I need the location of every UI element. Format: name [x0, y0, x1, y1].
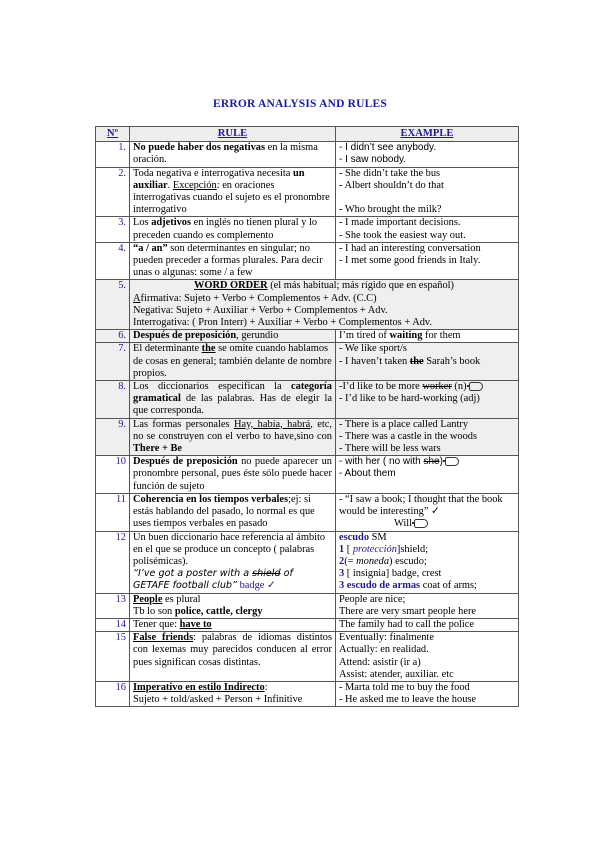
example-text: -I’d like to be more — [339, 381, 423, 393]
example-line — [339, 532, 515, 544]
example-line: - I made important decisions. — [339, 217, 461, 229]
rule-bold: the — [201, 343, 216, 355]
example-text: (= — [344, 555, 357, 567]
rule-quote — [133, 568, 332, 592]
example-line: There are very smart people here — [339, 605, 477, 617]
word-order-heading — [133, 280, 515, 292]
example-text: Sarah’s book — [423, 355, 481, 367]
example-cell — [336, 142, 519, 167]
rule-line — [133, 594, 332, 606]
example-line: - Marta told me to buy the food — [339, 681, 470, 693]
example-text: The family had to call the police — [339, 618, 475, 630]
example-strike: worker — [422, 381, 452, 393]
rule-text: se omite cuando hablamos de cosas en general; también delante de nombre propios. — [133, 343, 332, 379]
rule-cell — [130, 242, 336, 280]
example-line — [339, 556, 515, 568]
example-line: - We like sport/s — [339, 343, 407, 355]
rule-bold: Después de preposición — [133, 330, 237, 342]
example-line — [339, 381, 515, 393]
example-italic: protección — [352, 543, 397, 555]
rule-bold: Después de preposición — [133, 456, 238, 468]
example-cell — [336, 593, 519, 618]
rule-cell — [130, 418, 336, 456]
example-cell — [336, 531, 519, 593]
table-row — [96, 418, 519, 456]
row-number: 7. — [96, 343, 130, 381]
table-header-row — [96, 127, 519, 142]
row-number: 3. — [96, 217, 130, 242]
example-line: - Albert shouldn’t do that — [339, 179, 444, 191]
rule-correction: badge ✓ — [236, 580, 276, 592]
example-bold: escudo — [339, 531, 370, 543]
rule-text: firmativa: Sujeto + Verbo + Complementos + Adv. (C.C) — [140, 292, 377, 304]
rule-text: of GETAFE football club” — [133, 568, 293, 592]
rule-line — [133, 682, 332, 694]
rule-text: : — [264, 681, 268, 693]
row-number: 5. — [96, 280, 130, 330]
example-line: - There was a castle in the woods — [339, 430, 478, 442]
rule-text: Los — [133, 217, 152, 229]
example-text: ) — [439, 456, 443, 468]
row-number: 4. — [96, 242, 130, 280]
example-line — [339, 580, 515, 592]
example-cell — [336, 418, 519, 456]
example-line: - I met some good friends in Italy. — [339, 255, 481, 267]
row-number: 9. — [96, 418, 130, 456]
rule-text: , etc, no se construyen con el verbo to have,sino con — [133, 418, 332, 442]
row-number: 13 — [96, 593, 130, 618]
example-line: - Who brought the milk? — [339, 204, 442, 216]
rule-bold: adjetivos — [151, 217, 192, 229]
example-line: - I saw nobody. — [339, 154, 407, 166]
table-row — [96, 381, 519, 419]
rule-cell — [130, 681, 336, 706]
example-cell — [336, 381, 519, 419]
example-text: I’m tired of — [339, 330, 390, 342]
example-text: ]shield; — [396, 543, 429, 555]
rule-bold: un auxiliar — [133, 167, 305, 191]
example-cell — [336, 167, 519, 217]
rule-cell — [130, 531, 336, 593]
example-bold: 1 — [339, 543, 345, 555]
rule-text: no puede aparecer un pronombre personal, pues éste sólo puede hacer función de sujeto — [133, 456, 332, 492]
example-text: [ — [344, 543, 353, 555]
row-number: 12 — [96, 531, 130, 593]
rule-line — [133, 606, 332, 618]
example-line: - There will be less wars — [339, 443, 441, 455]
example-cell — [336, 493, 519, 531]
rule-text: Tb lo son — [133, 605, 175, 617]
rule-cell — [130, 632, 336, 682]
example-bold: 3 — [339, 568, 345, 580]
example-line: - “I saw a book; I thought that the book would be interesting” ✓ — [339, 493, 503, 518]
example-text: SM — [369, 531, 387, 543]
word-order-line: Interrogativa: ( Pron Interr) + Auxiliar + Verbo + Complementos + Adv. — [133, 317, 433, 329]
rule-text: Toda negativa e interrogativa necesita — [133, 167, 293, 179]
rule-bold: have to — [179, 618, 212, 630]
rule-cell — [130, 142, 336, 167]
row-number: 16 — [96, 681, 130, 706]
example-cell — [336, 343, 519, 381]
word-order-line: Negativa: Sujeto + Auxiliar + Verbo + Complementos + Adv. — [133, 304, 388, 316]
example-cell — [336, 456, 519, 494]
table-row — [96, 618, 519, 631]
rule-text: : palabras de idiomas distintos con lexemas muy parecidos conducen al error pues significan cosas distintas. — [133, 632, 332, 668]
rule-text: Un buen diccionario hace referencia al ámbito en el que se produce un concepto ( palabras polisémicas). — [133, 531, 326, 567]
error-rules-table — [95, 126, 519, 707]
rule-text: ;ej: si estás hablando del pasado, lo normal es que uses tiempos verbales en pasado — [133, 493, 315, 530]
rule-line: Sujeto + told/asked + Person + Infinitive — [133, 694, 303, 706]
pointing-hand-icon — [469, 382, 483, 391]
pointing-hand-icon — [414, 519, 428, 528]
example-text: [ insignia] badge, crest — [344, 568, 442, 580]
header-rule: RULE — [130, 127, 336, 142]
table-row — [96, 632, 519, 682]
example-text: coat of arms; — [420, 580, 477, 592]
row-number: 10 — [96, 456, 130, 494]
table-row — [96, 456, 519, 494]
rule-cell — [130, 618, 336, 631]
example-bold: 3 escudo de armas — [339, 580, 421, 592]
rule-bold: police, cattle, clergy — [174, 605, 263, 617]
example-line: Eventually: finalmente — [339, 632, 434, 644]
pointing-hand-icon — [445, 457, 459, 466]
example-text: - with her ( no with — [339, 456, 424, 468]
example-bold: 2 — [339, 555, 345, 567]
example-italic: moneda — [356, 555, 390, 567]
example-cell — [336, 632, 519, 682]
row-number: 6. — [96, 330, 130, 343]
word-order-cell — [130, 280, 519, 330]
rule-bold: categoría gramatical — [133, 381, 332, 405]
example-text: - I haven’t taken — [339, 355, 410, 367]
header-number: Nº — [96, 127, 130, 142]
example-strike: the — [409, 355, 424, 367]
example-cell — [336, 330, 519, 343]
example-line — [339, 356, 515, 368]
rule-text: “I’ve got a poster with a — [133, 568, 253, 580]
table-row — [96, 142, 519, 167]
example-cell — [336, 681, 519, 706]
table-row — [96, 330, 519, 343]
example-cell — [336, 217, 519, 242]
example-strike: she — [423, 456, 440, 468]
example-line: - There is a place called Lantry — [339, 418, 469, 430]
rule-text: . — [167, 179, 173, 191]
example-line: People are nice; — [339, 593, 406, 605]
example-text: ) escudo; — [389, 555, 427, 567]
example-line: - About them — [339, 468, 396, 480]
table-row — [96, 280, 519, 330]
rule-cell — [130, 381, 336, 419]
rule-strike: shield — [252, 568, 281, 580]
rule-text: Los diccionarios especifican la — [133, 381, 292, 393]
document-title: ERROR ANALYSIS AND RULES — [212, 98, 388, 110]
example-line: - I had an interesting conversation — [339, 242, 481, 254]
example-line: Actually: en realidad. — [339, 644, 429, 656]
rule-text: en inglés no tienen plural y lo preceden cuando es complemento — [133, 217, 318, 241]
rule-cell — [130, 456, 336, 494]
example-line: - She didn’t take the bus — [339, 167, 441, 179]
rule-text: en la misma oración. — [133, 142, 318, 166]
row-number: 2. — [96, 167, 130, 217]
rule-bold: There + Be — [133, 443, 183, 455]
rule-cell — [130, 493, 336, 531]
example-line: - I didn’t see anybody. — [339, 142, 437, 154]
rule-text: Tener que: — [133, 618, 180, 630]
rule-text: son determinantes en singular; no pueden preceder a formas plurales. Para decir unas o algunas: some / a few — [133, 242, 323, 279]
rule-bold: WORD ORDER — [193, 280, 268, 292]
rule-text: El determinante — [133, 343, 202, 355]
spacer — [339, 192, 515, 204]
rule-bold: No puede haber dos negativas — [133, 142, 266, 154]
example-bold: waiting — [389, 330, 423, 342]
rule-cell — [130, 330, 336, 343]
rule-bold: False friends — [133, 632, 194, 644]
table-row — [96, 217, 519, 242]
rule-text: Las formas personales — [133, 418, 234, 430]
row-number: 8. — [96, 381, 130, 419]
rule-underline: Excepción — [172, 179, 217, 191]
example-text: (n) — [451, 381, 467, 393]
example-line — [339, 456, 515, 468]
example-line — [339, 544, 515, 556]
row-number: 1. — [96, 142, 130, 167]
example-text: Will — [394, 518, 413, 530]
example-line: - I’d like to be hard-working (adj) — [339, 393, 480, 405]
table-row — [96, 593, 519, 618]
header-example: EXAMPLE — [336, 127, 519, 142]
table-row — [96, 681, 519, 706]
rule-bold: “a / an” — [133, 242, 168, 254]
row-number: 15 — [96, 632, 130, 682]
example-cell — [336, 618, 519, 631]
rule-bold: Coherencia en los tiempos verbales — [133, 493, 289, 505]
example-line — [339, 518, 515, 530]
word-order-line — [133, 293, 515, 305]
example-line: Assist: atender, auxiliar. etc — [339, 668, 454, 680]
table-row — [96, 343, 519, 381]
table-row — [96, 242, 519, 280]
rule-underline: Hay, había, habrá — [234, 418, 311, 430]
table-row — [96, 493, 519, 531]
rule-text: , gerundio — [236, 330, 279, 342]
rule-bold: People — [133, 593, 163, 605]
table-row — [96, 531, 519, 593]
rule-text: : en oraciones interrogativas cuando el sujeto es el pronombre interrogativo — [133, 179, 330, 216]
table-row — [96, 167, 519, 217]
rule-cell — [130, 217, 336, 242]
rule-cell — [130, 343, 336, 381]
row-number: 14 — [96, 618, 130, 631]
rule-cell — [130, 593, 336, 618]
example-text: for them — [422, 330, 461, 342]
example-cell — [336, 242, 519, 280]
row-number: 11 — [96, 493, 130, 531]
rule-text: de las palabras. Has de elegir la que corresponda. — [133, 393, 332, 417]
rule-cell — [130, 167, 336, 217]
example-line: - He asked me to leave the house — [339, 694, 477, 706]
rule-bold: Imperativo en estilo Indirecto — [133, 681, 265, 693]
rule-underline: A — [133, 292, 141, 304]
example-line: Attend: asistir (ir a) — [339, 656, 421, 668]
rule-text: es plural — [162, 593, 201, 605]
example-line: - She took the easiest way out. — [339, 229, 466, 241]
example-line — [339, 568, 515, 580]
rule-text: (el más habitual; más rígido que en español) — [267, 280, 454, 292]
